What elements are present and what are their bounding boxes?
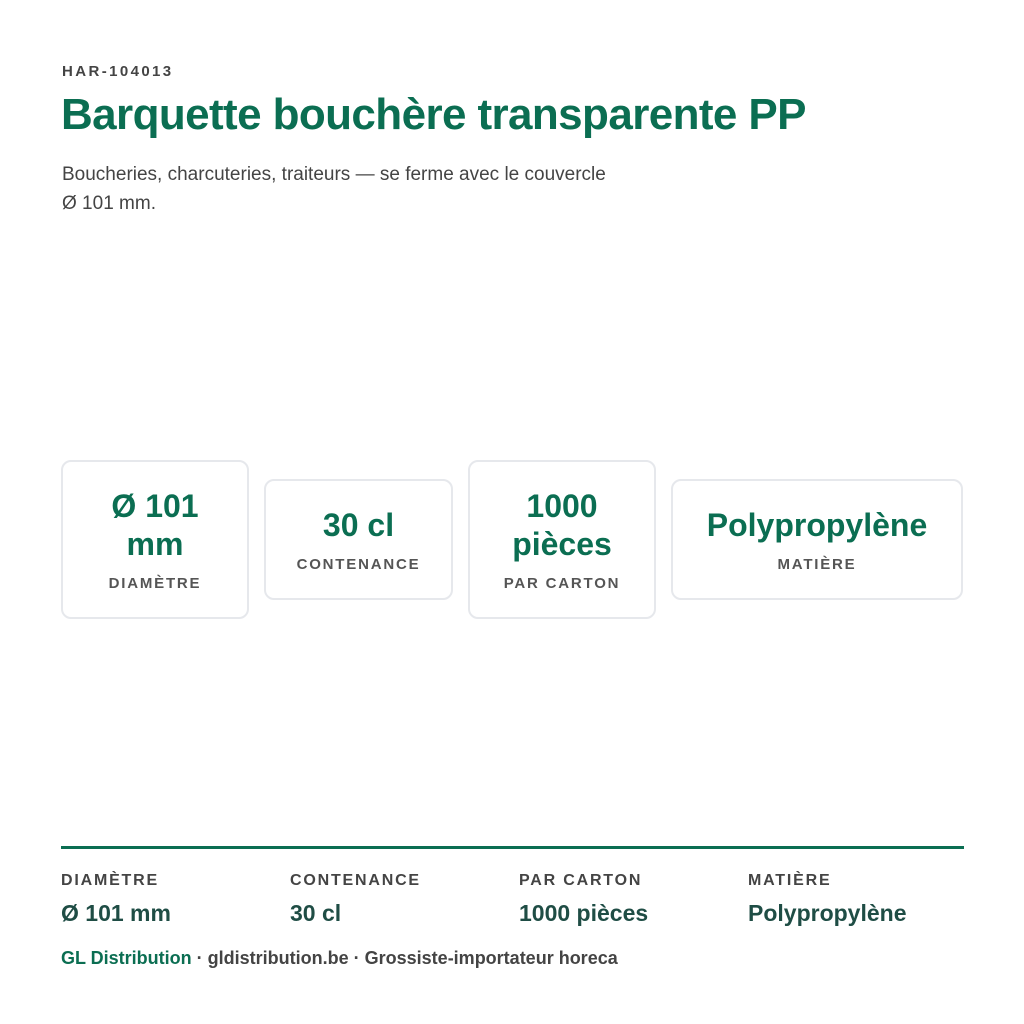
spec-label: DIAMÈTRE bbox=[61, 872, 159, 889]
feature-card-value bbox=[111, 487, 198, 563]
spec-label: MATIÈRE bbox=[748, 872, 832, 889]
spec-capacity bbox=[290, 872, 421, 927]
spec-value: 30 cl bbox=[290, 900, 342, 926]
product-title: Barquette bouchère transparente PP bbox=[61, 90, 806, 139]
feature-card-label: MATIÈRE bbox=[777, 556, 857, 573]
spec-material bbox=[748, 872, 906, 927]
feature-card-material bbox=[671, 479, 963, 600]
spec-label: CONTENANCE bbox=[290, 872, 421, 889]
spec-divider bbox=[61, 846, 964, 849]
spec-value: Ø 101 mm bbox=[61, 900, 171, 926]
feature-card-value-line: 1000 bbox=[526, 488, 598, 524]
feature-card-capacity bbox=[264, 479, 453, 600]
feature-card-value: 30 cl bbox=[322, 507, 395, 543]
feature-card-diameter bbox=[61, 460, 249, 619]
feature-card-value-line: pièces bbox=[512, 526, 612, 562]
feature-card-per-carton bbox=[468, 460, 656, 619]
footer-text: · gldistribution.be · Grossiste-importateur horeca bbox=[191, 948, 618, 968]
spec-value: Polypropylène bbox=[748, 900, 907, 926]
spec-diameter bbox=[61, 872, 171, 927]
feature-card-label: DIAMÈTRE bbox=[108, 575, 202, 592]
feature-card-value: Polypropylène bbox=[706, 507, 928, 543]
footer-brand: GL Distribution bbox=[61, 948, 192, 968]
product-sku: HAR-104013 bbox=[62, 63, 174, 80]
spec-value: 1000 pièces bbox=[519, 900, 649, 926]
footer bbox=[61, 948, 618, 969]
feature-card-value-line: mm bbox=[126, 526, 184, 562]
feature-card-label: PAR CARTON bbox=[503, 575, 621, 592]
feature-card-value bbox=[512, 487, 612, 563]
feature-card-label: CONTENANCE bbox=[296, 556, 421, 573]
product-subtitle: Boucheries, charcuteries, traiteurs — se ferme avec le couvercle Ø 101 mm. bbox=[62, 164, 606, 214]
spec-label: PAR CARTON bbox=[519, 872, 643, 889]
feature-card-value-line: Ø 101 bbox=[111, 488, 199, 524]
spec-per-carton bbox=[519, 872, 648, 927]
